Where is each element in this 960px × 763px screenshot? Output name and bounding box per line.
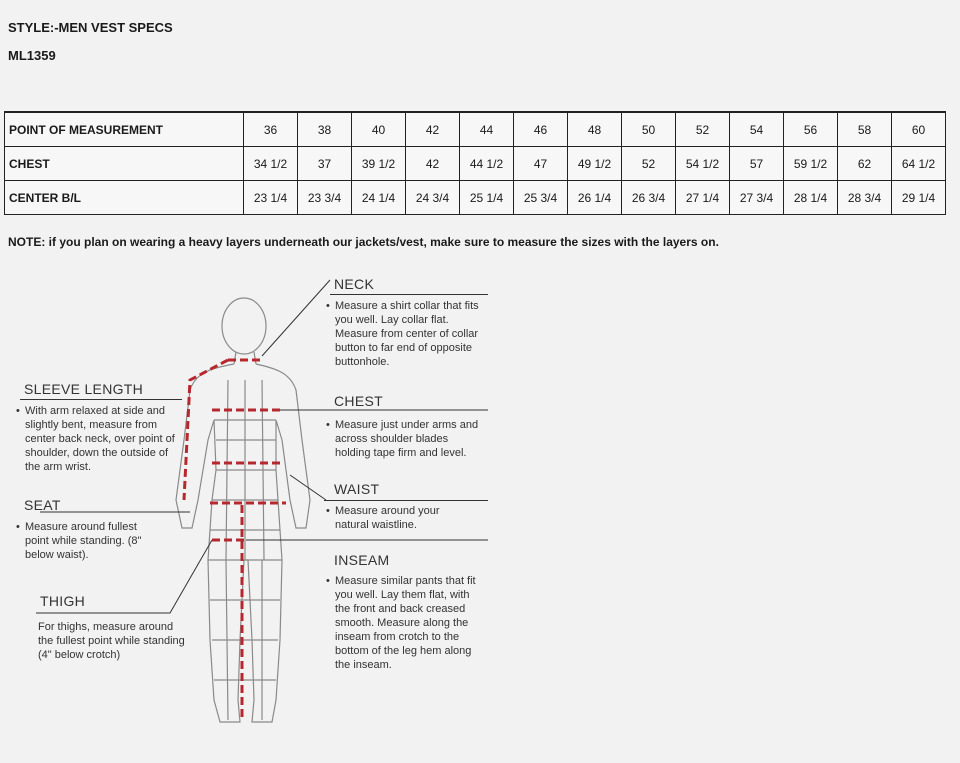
- bullet-icon: •: [326, 419, 330, 431]
- table-cell: 27 1/4: [676, 181, 730, 215]
- layers-note: NOTE: if you plan on wearing a heavy layers underneath our jackets/vest, make sure to measure the sizes with the layers on.: [8, 235, 719, 249]
- header-cell-size: 42: [406, 112, 460, 147]
- sleeve-length-text: With arm relaxed at side and slightly bent, measure from center back neck, over point of shoulder, down the outside of the arm wrist.: [25, 405, 175, 473]
- sleeve-length-title: SLEEVE LENGTH: [24, 381, 144, 397]
- header-cell-size: 54: [730, 112, 784, 147]
- table-cell: 24 3/4: [406, 181, 460, 215]
- table-cell: 52: [622, 147, 676, 181]
- table-cell: 64 1/2: [892, 147, 946, 181]
- table-cell: 49 1/2: [568, 147, 622, 181]
- header-cell-size: 46: [514, 112, 568, 147]
- header-cell-size: 40: [352, 112, 406, 147]
- header-cell-size: 52: [676, 112, 730, 147]
- table-cell: 25 3/4: [514, 181, 568, 215]
- header-cell-size: 56: [784, 112, 838, 147]
- header-cell-size: 48: [568, 112, 622, 147]
- thigh-title: THIGH: [40, 593, 86, 609]
- thigh-text: For thighs, measure around the fullest point while standing (4" below crotch): [38, 621, 185, 661]
- table-cell: 44 1/2: [460, 147, 514, 181]
- table-cell: 34 1/2: [244, 147, 298, 181]
- table-cell: 23 3/4: [298, 181, 352, 215]
- waist-rule: [324, 500, 488, 501]
- bullet-icon: •: [16, 405, 20, 417]
- header-cell-point-of-measurement: POINT OF MEASUREMENT: [5, 112, 244, 147]
- header-cell-size: 50: [622, 112, 676, 147]
- table-cell: 42: [406, 147, 460, 181]
- waist-text: Measure around your natural waistline.: [335, 505, 440, 531]
- row-label: CENTER B/L: [5, 181, 244, 215]
- header-cell-size: 36: [244, 112, 298, 147]
- header-cell-size: 60: [892, 112, 946, 147]
- inseam-title: INSEAM: [334, 552, 390, 568]
- row-label: CHEST: [5, 147, 244, 181]
- chest-title: CHEST: [334, 393, 383, 409]
- header-cell-size: 38: [298, 112, 352, 147]
- seat-text: Measure around fullest point while standing. (8" below waist).: [25, 521, 142, 561]
- table-cell: 47: [514, 147, 568, 181]
- header-cell-size: 44: [460, 112, 514, 147]
- inseam-text: Measure similar pants that fit you well. Lay them flat, with the front and back creased smooth. Measure along the inseam from crotch to the bottom of the leg hem along the inseam.: [335, 575, 476, 671]
- bullet-icon: •: [326, 505, 330, 517]
- table-cell: 27 3/4: [730, 181, 784, 215]
- table-cell: 57: [730, 147, 784, 181]
- seat-title: SEAT: [24, 497, 61, 513]
- table-cell: 59 1/2: [784, 147, 838, 181]
- bullet-icon: •: [326, 575, 330, 587]
- table-cell: 54 1/2: [676, 147, 730, 181]
- table-cell: 25 1/4: [460, 181, 514, 215]
- neck-title: NECK: [334, 276, 375, 292]
- table-cell: 37: [298, 147, 352, 181]
- table-cell: 23 1/4: [244, 181, 298, 215]
- bullet-icon: •: [326, 300, 330, 312]
- table-cell: 26 1/4: [568, 181, 622, 215]
- neck-text: Measure a shirt collar that fits you well. Lay collar flat. Measure from center of collar button to far end of opposite buttonhole.: [335, 300, 479, 368]
- neck-rule: [330, 294, 488, 295]
- table-cell: 24 1/4: [352, 181, 406, 215]
- table-cell: 29 1/4: [892, 181, 946, 215]
- table-cell: 39 1/2: [352, 147, 406, 181]
- chest-text: Measure just under arms and across shoulder blades holding tape firm and level.: [335, 419, 479, 459]
- table-cell: 28 3/4: [838, 181, 892, 215]
- style-title: STYLE:-MEN VEST SPECS: [8, 20, 173, 35]
- header-cell-size: 58: [838, 112, 892, 147]
- table-cell: 62: [838, 147, 892, 181]
- style-code: ML1359: [8, 48, 56, 63]
- table-cell: 26 3/4: [622, 181, 676, 215]
- sleeve-rule: [20, 399, 182, 400]
- bullet-icon: •: [16, 521, 20, 533]
- table-cell: 28 1/4: [784, 181, 838, 215]
- waist-title: WAIST: [334, 481, 380, 497]
